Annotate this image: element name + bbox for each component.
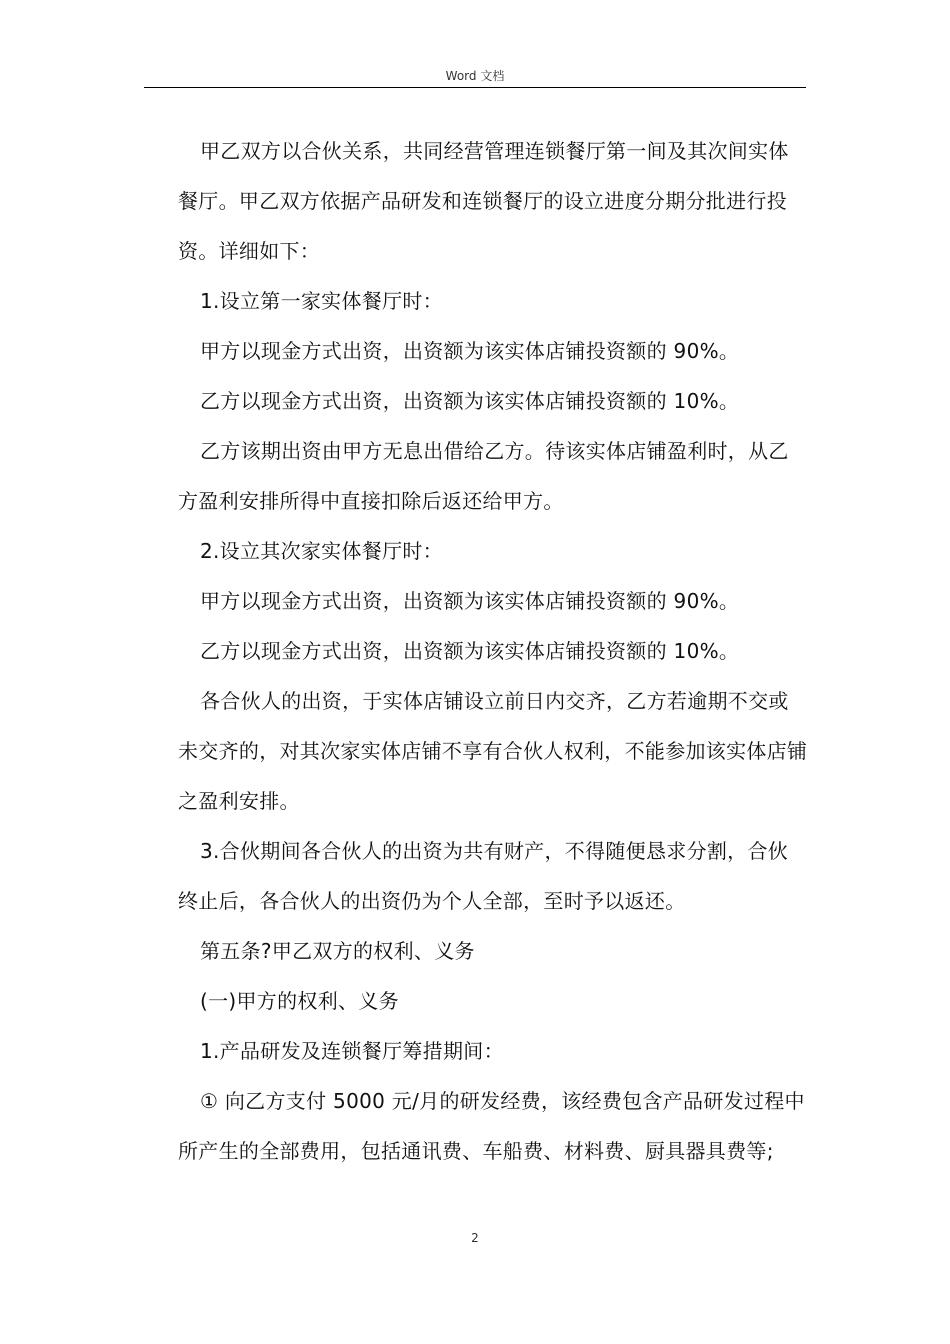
section-heading: 第五条?甲乙双方的权利、义务 [200, 939, 475, 963]
paragraph: 乙方以现金方式出资，出资额为该实体店铺投资额的 10%。 [200, 389, 740, 413]
paragraph: 甲方以现金方式出资，出资额为该实体店铺投资额的 90%。 [200, 589, 740, 613]
subsection-heading: (一)甲方的权利、义务 [200, 989, 399, 1013]
paragraph: 1.设立第一家实体餐厅时： [200, 289, 443, 313]
header-divider [144, 87, 806, 88]
page-header-title: Word 文档 [445, 69, 505, 83]
paragraph: 甲乙双方以合伙关系，共同经营管理连锁餐厅第一间及其次间实体餐厅。甲乙双方依据产品研发和连锁餐厅的设立进度分期分批进行投资。详细如下： [178, 139, 789, 263]
paragraph: 2.设立其次家实体餐厅时： [200, 539, 443, 563]
paragraph: 乙方以现金方式出资，出资额为该实体店铺投资额的 10%。 [200, 639, 740, 663]
paragraph: 1.产品研发及连锁餐厅筹措期间： [200, 1039, 504, 1063]
paragraph: 3.合伙期间各合伙人的出资为共有财产，不得随便恳求分割，合伙终止后，各合伙人的出资仍为个人全部，至时予以返还。 [178, 839, 789, 913]
paragraph: 甲方以现金方式出资，出资额为该实体店铺投资额的 90%。 [200, 339, 740, 363]
paragraph: 各合伙人的出资，于实体店铺设立前日内交齐，乙方若逾期不交或未交齐的，对其次家实体店铺不享有合伙人权利，不能参加该实体店铺之盈利安排。 [178, 689, 808, 813]
page-number: 2 [471, 1231, 479, 1245]
document-body [178, 126, 808, 1176]
paragraph: 乙方该期出资由甲方无息出借给乙方。待该实体店铺盈利时，从乙方盈利安排所得中直接扣除后返还给甲方。 [178, 439, 789, 513]
paragraph: ① 向乙方支付 5000 元/月的研发经费，该经费包含产品研发过程中所产生的全部费用，包括通讯费、车船费、材料费、厨具器具费等; [178, 1089, 805, 1163]
